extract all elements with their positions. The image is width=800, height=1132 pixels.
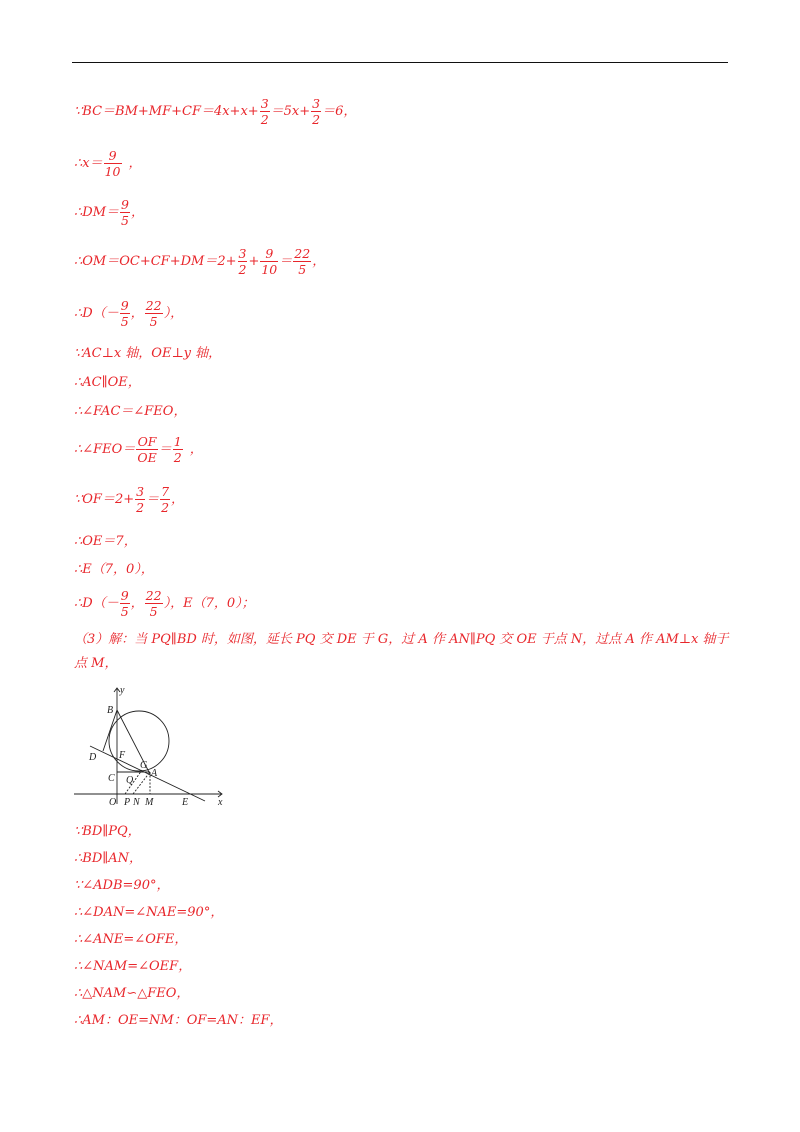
label-b: B (107, 705, 114, 716)
label-c: C (108, 773, 115, 784)
fraction: $\frac{3}{2}$ (238, 246, 247, 277)
circle (109, 711, 169, 771)
label-n: N (133, 797, 140, 808)
stmt-nam: ∴∠NAM=∠OEF， (74, 959, 192, 974)
eq-bc: ∵BC＝BM+MF+CF＝4x+x+ $\frac{3}{2}$ ＝5x+ $\frac{3}{2}$ ＝6， (74, 96, 357, 127)
fraction: $\frac{OF}{OE}$ (137, 434, 157, 465)
label-o: O (109, 797, 117, 808)
fraction: $\frac{9}{5}$ (120, 588, 129, 619)
point-e: ∴E（7，0）， (74, 562, 154, 577)
label-f: F (119, 750, 126, 761)
stmt-similar: ∴△NAM∽△FEO， (74, 986, 190, 1001)
geometry-figure (70, 684, 230, 809)
label-g: G (140, 760, 148, 771)
stmt-perp: ∵AC⊥x 轴，OE⊥y 轴， (74, 346, 222, 361)
fraction: $\frac{22}{5}$ (145, 298, 162, 329)
label-m: M (145, 797, 154, 808)
header-rule (72, 62, 728, 63)
stmt-ane: ∴∠ANE=∠OFE， (74, 932, 188, 947)
fraction: $\frac{7}{2}$ (161, 484, 170, 515)
segment-an (133, 772, 150, 794)
point-d: ∴D（－ $\frac{9}{5}$ ， $\frac{22}{5}$ ）， (74, 298, 184, 329)
stmt-bd-an: ∴BD∥AN， (74, 851, 143, 866)
stmt-bd-pq: ∵BD∥PQ， (74, 824, 141, 839)
eq-om: ∴OM＝OC+CF+DM＝2+ $\frac{3}{2}$ + $\frac{9}{10}$ ＝ $\frac{22}{5}$ ， (74, 246, 326, 277)
stmt-adb: ∵∠ADB=90°， (74, 878, 170, 893)
answer-d-e: ∴D（－ $\frac{9}{5}$ ， $\frac{22}{5}$ ），E（7，0）； (74, 588, 255, 619)
eq-dm: ∴DM＝ $\frac{9}{5}$ ， (74, 197, 144, 228)
fraction: $\frac{9}{10}$ (104, 148, 121, 179)
eq-x: ∴x＝ $\frac{9}{10}$ ， (74, 148, 142, 179)
fraction: $\frac{3}{2}$ (260, 96, 269, 127)
fraction: $\frac{3}{2}$ (312, 96, 321, 127)
label-x: x (218, 797, 223, 808)
stmt-angles: ∴∠FAC＝∠FEO， (74, 404, 187, 419)
eq-oe: ∴OE＝7， (74, 534, 137, 549)
label-q: Q (126, 775, 134, 786)
part3-intro: （3）解：当 PQ∥BD 时，如图，延长 PQ 交 DE 于 G，过 A 作 AN∥PQ 交 OE 于点 N，过点 A 作 AM⊥x 轴于点 M， (74, 632, 729, 671)
label-d: D (89, 752, 97, 763)
label-p: P (124, 797, 131, 808)
fraction: $\frac{9}{10}$ (261, 246, 278, 277)
fraction: $\frac{3}{2}$ (136, 484, 145, 515)
fraction: $\frac{22}{5}$ (294, 246, 311, 277)
label-a: A (151, 768, 158, 779)
label-e: E (182, 797, 189, 808)
stmt-parallel: ∴AC∥OE， (74, 375, 141, 390)
eq-of: ∵OF＝2+ $\frac{3}{2}$ ＝ $\frac{7}{2}$ ， (74, 484, 185, 515)
stmt-ratio: ∴AM：OE=NM：OF=AN：EF， (74, 1013, 283, 1028)
fraction: $\frac{9}{5}$ (121, 197, 129, 228)
eq-feo: ∴∠FEO＝ $\frac{OF}{OE}$ ＝ $\frac{1}{2}$ ， (74, 434, 203, 465)
segment-bd (103, 710, 117, 751)
fraction: $\frac{9}{5}$ (120, 298, 129, 329)
fraction: $\frac{1}{2}$ (173, 434, 182, 465)
label-y: y (120, 685, 125, 696)
stmt-dan: ∴∠DAN=∠NAE=90°， (74, 905, 224, 920)
fraction: $\frac{22}{5}$ (145, 588, 162, 619)
